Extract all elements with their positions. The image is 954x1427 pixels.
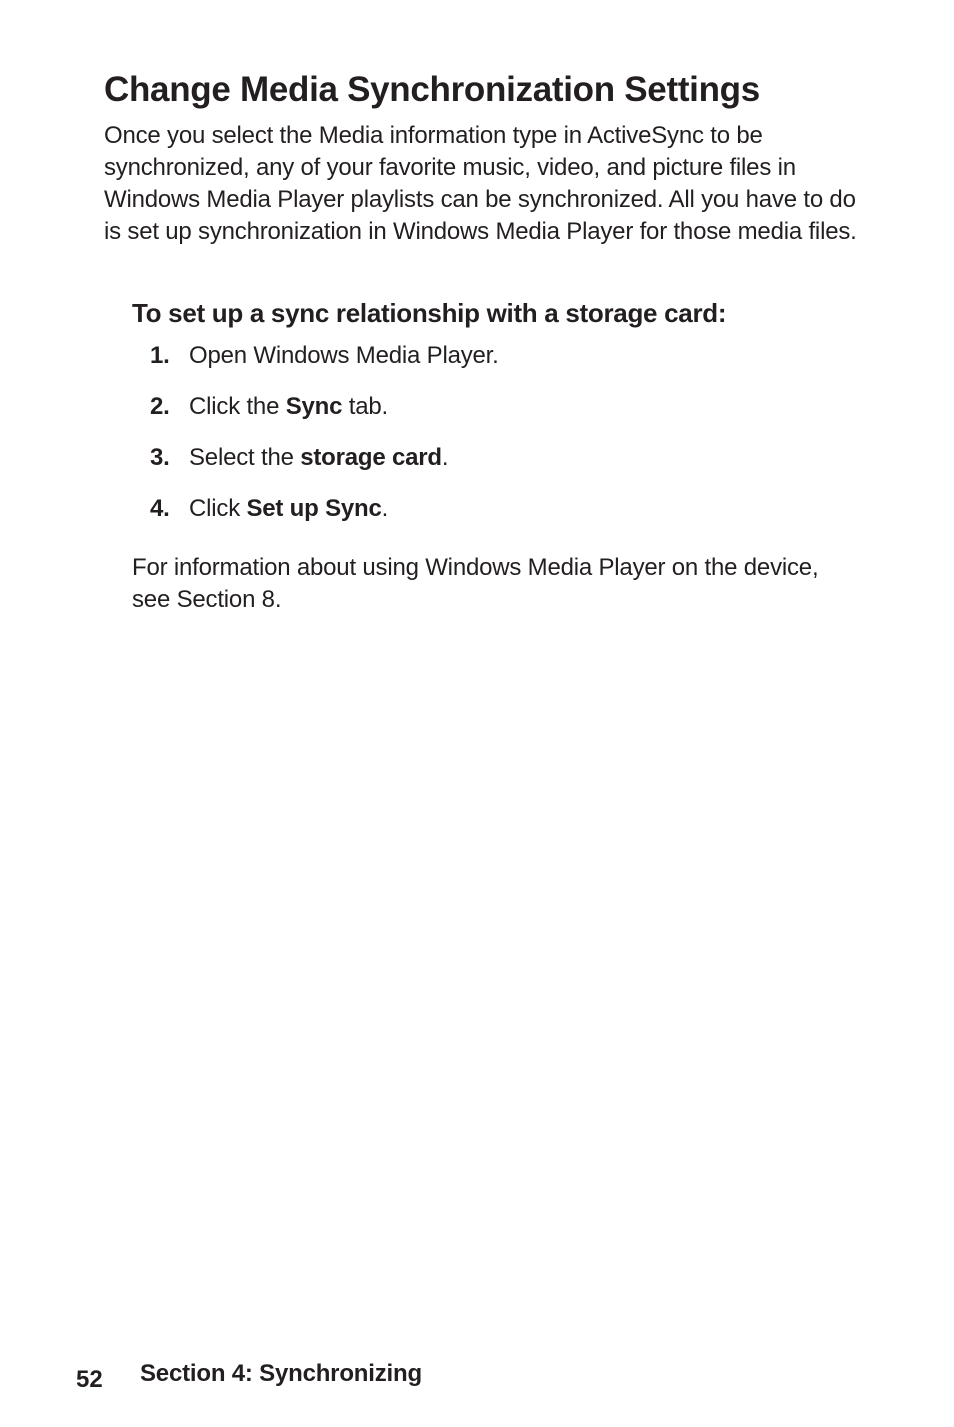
step-text-bold: storage card (300, 444, 442, 471)
step-text (189, 389, 388, 425)
step-text-prefix: Click the (189, 393, 286, 420)
step-text-bold: Sync (285, 393, 343, 420)
intro-paragraph: Once you select the Media information type in ActiveSync to be synchronized, any of your favorite music, video, and picture files in Windows Media Player playlists can be synchronized. All you have to do is set up synchronization in Windows Media Player for those media files. (104, 122, 857, 245)
note-paragraph: For information about using Windows Media Player on the device, see Section 8. (132, 554, 819, 613)
step-text-bold: Set up Sync (246, 495, 382, 522)
step-text-prefix: Open Windows Media Player. (189, 342, 499, 369)
step-number: 3. (150, 444, 170, 471)
step-number: 4. (150, 495, 170, 522)
step-text (189, 440, 448, 476)
step-text (189, 338, 499, 374)
step-text-prefix: Select the (189, 444, 301, 471)
step-number: 1. (150, 342, 170, 369)
step-number: 2. (150, 393, 170, 420)
step-text (189, 491, 388, 527)
step-text-suffix: . (381, 495, 389, 522)
step-text-suffix: . (441, 444, 449, 471)
step-text-suffix: tab. (342, 393, 388, 420)
step-text-prefix: Click (189, 495, 247, 522)
page-title: Change Media Synchronization Settings (104, 70, 760, 109)
page-number: 52 (76, 1366, 103, 1393)
procedure-heading: To set up a sync relationship with a storage card: (132, 298, 727, 328)
section-label: Section 4: Synchronizing (140, 1360, 422, 1387)
